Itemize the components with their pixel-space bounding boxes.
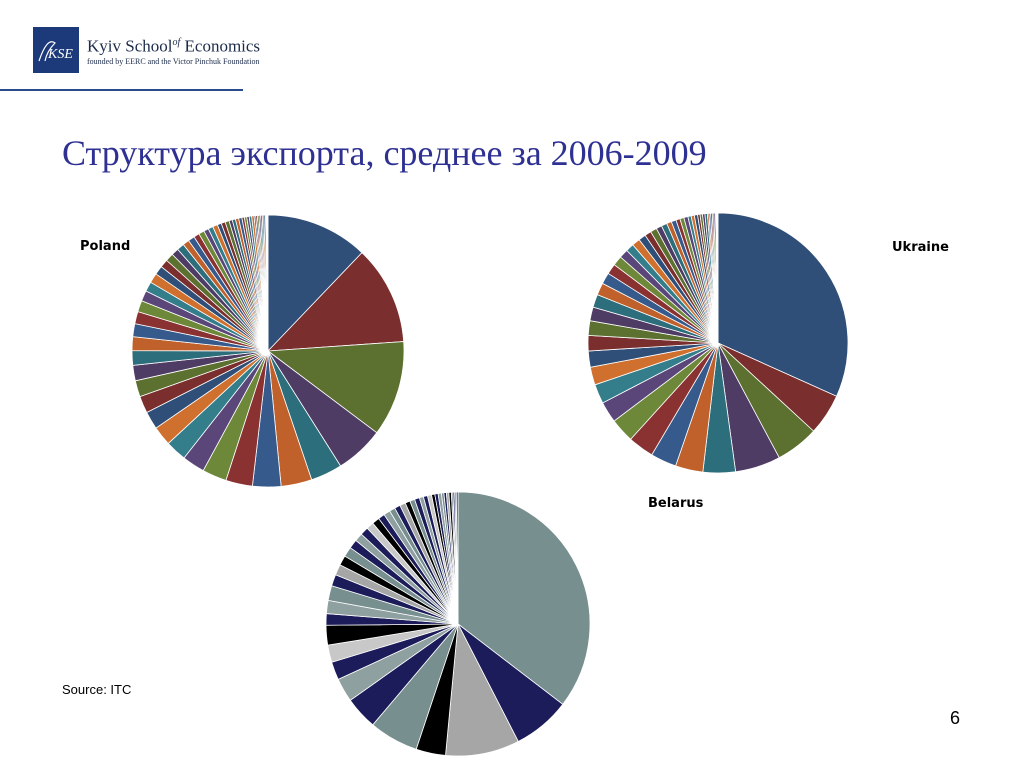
poland-pie-label: Poland <box>80 239 131 254</box>
page-number: 6 <box>950 708 961 728</box>
header-divider <box>0 89 243 91</box>
kse-logo <box>33 27 79 73</box>
svg-text:KSE: KSE <box>48 47 73 62</box>
source-note: Source: ITC <box>62 682 132 697</box>
belarus-pie-label: Belarus <box>648 496 704 511</box>
slide-title: Структура экспорта, среднее за 2006-2009 <box>62 133 707 173</box>
ukraine-pie-chart <box>586 211 850 475</box>
logo-text <box>87 34 260 67</box>
poland-pie-chart <box>130 213 406 489</box>
kse-logo-mark <box>33 27 79 73</box>
ukraine-pie-label: Ukraine <box>892 240 949 255</box>
school-name: Kyiv School$^{of}$ Economics <box>87 36 261 56</box>
belarus-pie-chart <box>324 490 592 758</box>
school-subtitle: founded by EERC and the Victor Pinchuk Foundation <box>87 56 260 66</box>
